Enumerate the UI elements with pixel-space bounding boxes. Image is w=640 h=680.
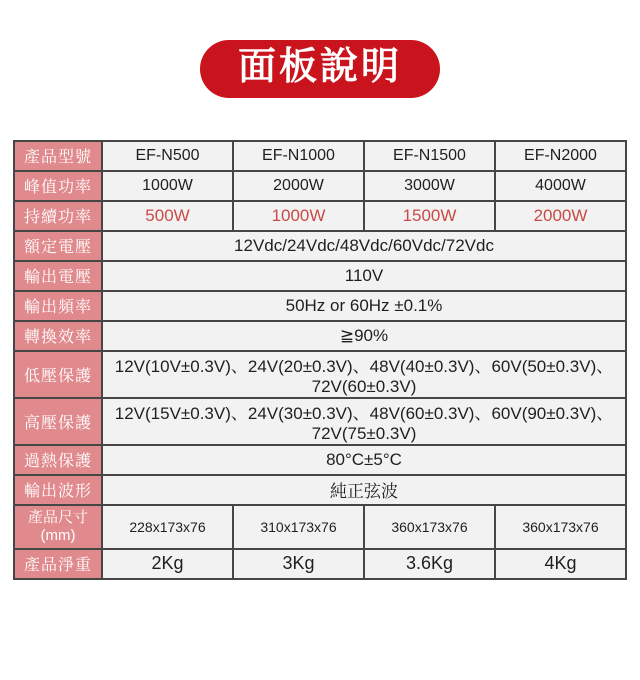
row-label-output-voltage: 輸出電壓 bbox=[14, 261, 102, 291]
panel-title-badge bbox=[200, 40, 440, 98]
spec-table bbox=[13, 140, 627, 580]
table-row bbox=[14, 231, 626, 261]
cell-output-waveform: 純正弦波 bbox=[102, 475, 626, 505]
cell-weight-4: 4Kg bbox=[495, 549, 626, 579]
cell-continuous-power-1: 500W bbox=[102, 201, 233, 231]
cell-size-2: 310x173x76 bbox=[233, 505, 364, 549]
cell-model-1: EF-N500 bbox=[102, 141, 233, 171]
row-label-output-waveform: 輸出波形 bbox=[14, 475, 102, 505]
row-label-product-weight: 產品淨重 bbox=[14, 549, 102, 579]
table-row bbox=[14, 291, 626, 321]
cell-conversion-efficiency: ≧90% bbox=[102, 321, 626, 351]
cell-model-4: EF-N2000 bbox=[495, 141, 626, 171]
table-row bbox=[14, 445, 626, 475]
table-row bbox=[14, 201, 626, 231]
cell-size-4: 360x173x76 bbox=[495, 505, 626, 549]
row-label-product-model: 產品型號 bbox=[14, 141, 102, 171]
row-label-conversion-efficiency: 轉換效率 bbox=[14, 321, 102, 351]
cell-overheat-protection: 80°C±5°C bbox=[102, 445, 626, 475]
cell-weight-1: 2Kg bbox=[102, 549, 233, 579]
cell-peak-power-3: 3000W bbox=[364, 171, 495, 201]
table-row bbox=[14, 549, 626, 579]
cell-low-voltage-protection: 12V(10V±0.3V)、24V(20±0.3V)、48V(40±0.3V)、60V(50±0.3V)、72V(60±0.3V) bbox=[102, 351, 626, 398]
row-label-product-size-unit: (mm) bbox=[40, 526, 76, 544]
row-label-overheat-protection: 過熱保護 bbox=[14, 445, 102, 475]
cell-output-voltage: 110V bbox=[102, 261, 626, 291]
cell-peak-power-1: 1000W bbox=[102, 171, 233, 201]
row-label-rated-voltage: 額定電壓 bbox=[14, 231, 102, 261]
table-row bbox=[14, 321, 626, 351]
table-row bbox=[14, 398, 626, 445]
row-label-output-frequency: 輸出頻率 bbox=[14, 291, 102, 321]
table-row bbox=[14, 505, 626, 549]
cell-peak-power-4: 4000W bbox=[495, 171, 626, 201]
cell-continuous-power-4: 2000W bbox=[495, 201, 626, 231]
cell-size-3: 360x173x76 bbox=[364, 505, 495, 549]
table-row bbox=[14, 351, 626, 398]
cell-weight-2: 3Kg bbox=[233, 549, 364, 579]
cell-output-frequency: 50Hz or 60Hz ±0.1% bbox=[102, 291, 626, 321]
page-title: 面板說明 bbox=[237, 46, 402, 88]
row-label-product-size bbox=[14, 505, 102, 549]
row-label-low-voltage-protection: 低壓保護 bbox=[14, 351, 102, 398]
table-row bbox=[14, 141, 626, 171]
row-label-high-voltage-protection: 高壓保護 bbox=[14, 398, 102, 445]
cell-high-voltage-protection: 12V(15V±0.3V)、24V(30±0.3V)、48V(60±0.3V)、60V(90±0.3V)、72V(75±0.3V) bbox=[102, 398, 626, 445]
row-label-continuous-power: 持續功率 bbox=[14, 201, 102, 231]
cell-model-2: EF-N1000 bbox=[233, 141, 364, 171]
table-row bbox=[14, 261, 626, 291]
cell-model-3: EF-N1500 bbox=[364, 141, 495, 171]
table-row bbox=[14, 475, 626, 505]
table-row bbox=[14, 171, 626, 201]
cell-rated-voltage: 12Vdc/24Vdc/48Vdc/60Vdc/72Vdc bbox=[102, 231, 626, 261]
cell-continuous-power-3: 1500W bbox=[364, 201, 495, 231]
row-label-peak-power: 峰值功率 bbox=[14, 171, 102, 201]
cell-peak-power-2: 2000W bbox=[233, 171, 364, 201]
row-label-product-size-text: 產品尺寸 bbox=[27, 508, 88, 526]
cell-continuous-power-2: 1000W bbox=[233, 201, 364, 231]
cell-weight-3: 3.6Kg bbox=[364, 549, 495, 579]
cell-size-1: 228x173x76 bbox=[102, 505, 233, 549]
